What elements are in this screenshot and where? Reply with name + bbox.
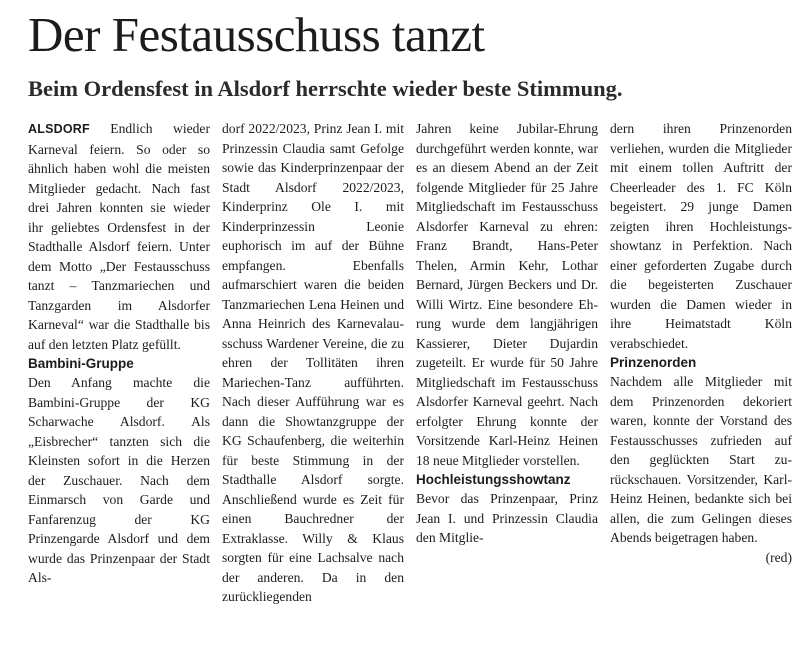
dateline: ALSDORF xyxy=(28,122,90,136)
body-paragraph: dern ihren Prinzenorden verliehen, wurden die Mitglieder mit einem tollen Auftritt der Cheerleader des 1. FC Köln begeistert. 29 junge Damen zeigten ihren Hochleistungsshowtanz in Perfektion. Nach einer geforderten Zugabe durch die begeisterten Zuschauer wurden die Damen wieder in ihre Heimatstadt Köln verabschiedet. xyxy=(610,121,792,351)
body-paragraph: Den Anfang machte die Bambini-Gruppe der KG Scharwache Alsdorf. Als „Eisbrecher“ tanzten sich die Kleinsten sofort in die Herzen der Zuschauer. Nach dem Einmarsch von Garde und Fanfarenzug der KG Prinzengarde Alsdorf und dem wurde das Prinzenpaar der Stadt Als- xyxy=(28,375,210,585)
body-paragraph: Jahren keine Jubilar-Ehrung durchgeführt werden konnte, war es an diesem Abend an der Zeit folgende Mitglieder für 25 Jahre Mitgliedschaft im Festausschuss Alsdorfer Karneval zu ehren: Franz Brandt, Hans-Peter Thelen, Armin Kehr, Lothar Bernard, Jürgen Beckers und Dr. Willi Wirtz. Eine besondere Ehrung wurde dem langjährigen Kassierer, Dieter Dujardin zugeteilt. Er wurde für 50 Jahre Mitgliedschaft im Festausschuss Alsdorfer Karneval geehrt. Nach erfolgter Ehrung konnte der Vorsitzende Karl-Heinz Heinen 18 neue Mitglieder vorstellen. xyxy=(416,121,598,468)
headline: Der Festausschuss tanzt xyxy=(28,7,485,62)
subheadline: Beim Ordensfest in Alsdorf herrschte wieder beste Stimmung. xyxy=(28,76,623,101)
subhead-prinzenorden: Prinzenorden xyxy=(610,355,697,370)
column-2 xyxy=(222,119,404,607)
column-3 xyxy=(416,119,598,548)
lead-paragraph xyxy=(28,119,210,354)
body-paragraph: dorf 2022/2023, Prinz Jean I. mit Prinzessin Claudia samt Gefolge sowie das Kinderprinzenpaar der Stadt Alsdorf 2022/2023, Kinderprinz Ole I. mit Kinderprinzessin Leonie euphorisch im auf der Bühne empfangen. Ebenfalls aufmarschiert waren die beiden Tanzmariechen Lena Heinen und Anna Heinrich des Karnevalausschuss Wardener Vereine, die zu ehren der Tollitäten ihren Mariechen-Tanz aufführten. Nach dieser Aufführung war es dann die Showtanzgruppe der KG Schaufenberg, die weiterhin für beste Stimmung in der Stadthalle Alsdorf sorgte. Anschließend wurde es Zeit für einen Bauchredner der Extraklasse. Willy & Klaus sorgten für eine Lachsalve nach der anderen. Da in den zurückliegenden xyxy=(222,121,404,604)
author-signature: (red) xyxy=(765,549,792,565)
subhead-bambini: Bambini-Gruppe xyxy=(28,356,134,371)
column-4 xyxy=(610,119,792,567)
body-paragraph: Nachdem alle Mitglieder mit dem Prinzenorden dekoriert waren, konnte der Vorstand des Festausschusses zufrieden auf den geglückten Start zurückschauen. Vorsitzender, Karl-Heinz Heinen, bedankte sich bei allen, die zum Gelingen dieses Abends beigetragen haben. xyxy=(610,374,792,545)
body-paragraph: Bevor das Prinzenpaar, Prinz Jean I. und Prinzessin Claudia den Mitglie- xyxy=(416,491,598,545)
subhead-hochleistungsshowtanz: Hochleistungsshowtanz xyxy=(416,472,571,487)
column-1 xyxy=(28,119,210,588)
lead-text: Endlich wieder Karneval feiern. So oder so ähnlich haben wohl die meisten Mitglieder gedacht. Nach fast drei Jahren konnten sie wieder ihr geliebtes Ordensfest in der Stadthalle Alsdorf feiern. Unter dem Motto „Der Festausschuss tanzt – Tanzmariechen und Tanzgarden im Alsdorfer Karneval“ war die Stadthalle bis auf den letzten Platz gefüllt. xyxy=(28,121,210,352)
